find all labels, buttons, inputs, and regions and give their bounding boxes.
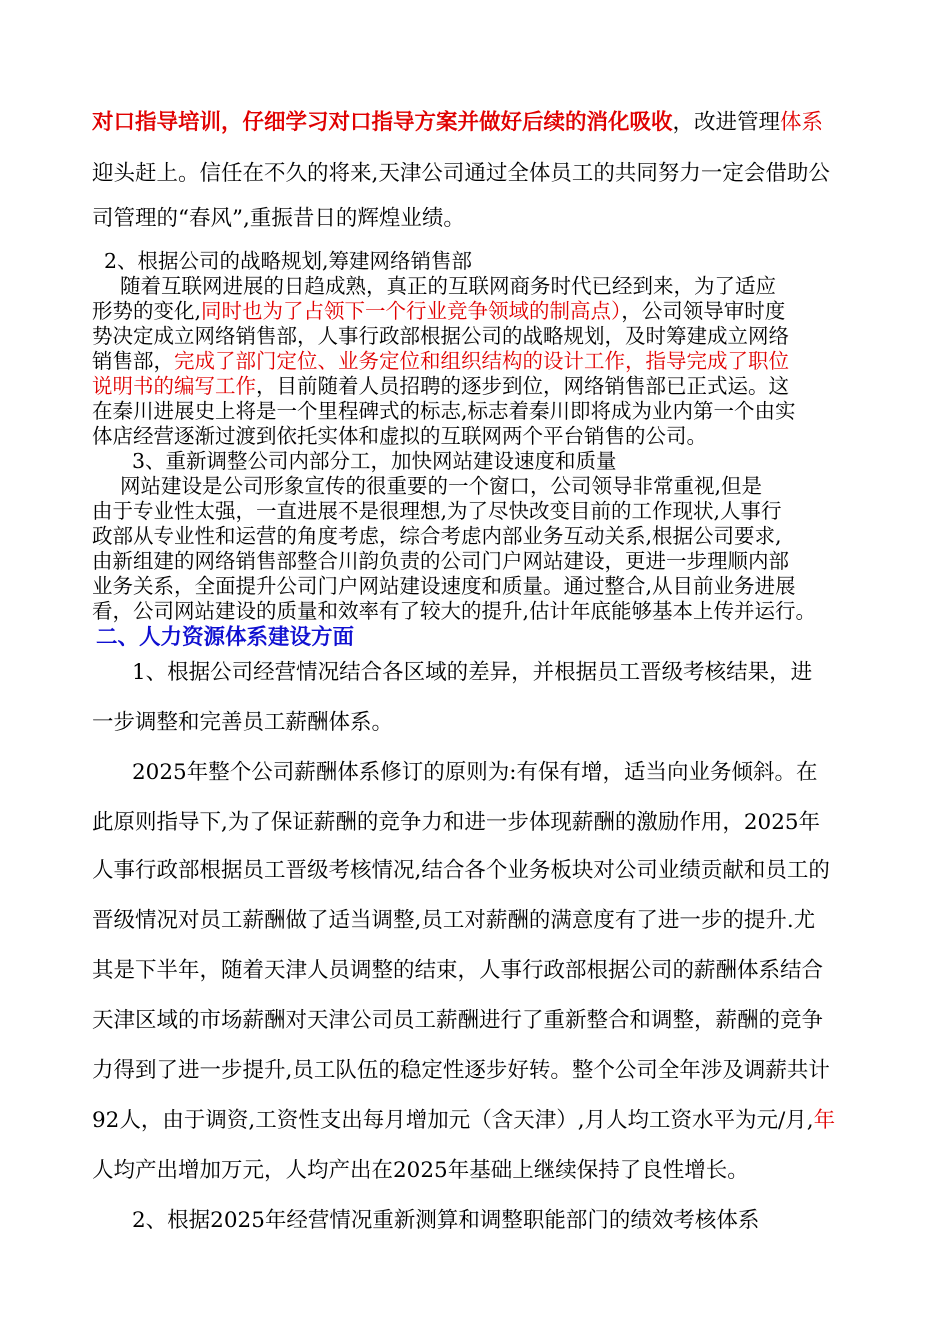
para-line-8 — [92, 1108, 858, 1134]
s3-line-5: 业务关系，全面提升公司门户网站建设速度和质量。通过整合,从目前业务进展 — [92, 574, 796, 598]
s3-line-6: 看，公司网站建设的质量和效率有了较大的提升,估计年底能够基本上传并运行。 — [92, 599, 817, 623]
s2-line-4 — [92, 349, 858, 374]
body-text: 形势的变化, — [92, 299, 202, 323]
para-line-4: 晋级情况对员工薪酬做了适当调整,员工对薪酬的满意度有了进一步的提升.尤 — [92, 908, 816, 933]
para-line-6: 天津区域的市场薪酬对天津公司员工薪酬进行了重新整合和调整，薪酬的竞争 — [92, 1008, 824, 1033]
item2-line: 2、根据2025年经营情况重新测算和调整职能部门的绩效考核体系 — [132, 1208, 760, 1233]
highlight-text: 对口指导培训，仔细学习对口指导方案并做好后续的消化吸收 — [92, 110, 673, 135]
highlight-text: 完成了部门定位、业务定位和组织结构的设计工作，指导完成了职位 — [174, 349, 789, 373]
p1-line-1 — [92, 110, 858, 136]
body-text: 销售部， — [92, 349, 174, 373]
s2-line-1: 随着互联网进展的日趋成熟，真正的互联网商务时代已经到来，为了适应 — [120, 274, 776, 298]
p1-line-3: 司管理的“春风”,重振昔日的辉煌业绩。 — [92, 206, 465, 231]
para-line-7: 力得到了进一步提升,员工队伍的稳定性逐步好转。整个公司全年涉及调薪共计 — [92, 1058, 830, 1083]
s3-line-4: 由新组建的网络销售部整合川韵负责的公司门户网站建设，更进一步理顺内部 — [92, 549, 789, 573]
para-line-1: 2025年整个公司薪酬体系修订的原则为:有保有增，适当向业务倾斜。在 — [132, 760, 818, 785]
s3-line-2: 由于专业性太强，一直进展不是很理想,为了尽快改变目前的工作现状,人事行 — [92, 499, 782, 523]
s3-line-3: 政部从专业性和运营的角度考虑，综合考虑内部业务互动关系,根据公司要求, — [92, 524, 782, 548]
highlight-text: 同时也为了占领下一个行业竞争领域的制高点） — [201, 299, 622, 323]
para-line-9: 人均产出增加万元，人均产出在2025年基础上继续保持了良性增长。 — [92, 1158, 749, 1183]
body-text: 92人，由于调资,工资性支出每月增加元（含天津）,月人均工资水平为元/月, — [92, 1108, 814, 1133]
s2-line-3: 势决定成立网络销售部，人事行政部根据公司的战略规划，及时筹建成立网络 — [92, 324, 789, 348]
s2-line-2 — [92, 299, 858, 324]
s2-heading: 2、根据公司的战略规划,筹建网络销售部 — [104, 249, 473, 273]
para-line-2: 此原则指导下,为了保证薪酬的竞争力和进一步体现薪酬的激励作用，2025年 — [92, 810, 821, 835]
highlight-text: 体系 — [780, 110, 824, 135]
item1-line-1: 1、根据公司经营情况结合各区域的差异，并根据员工晋级考核结果，进 — [132, 660, 813, 685]
item1-line-2: 一步调整和完善员工薪酬体系。 — [92, 710, 394, 735]
body-text: ，公司领导审时度 — [621, 299, 786, 323]
s2-line-7: 体店经营逐渐过渡到依托实体和虚拟的互联网两个平台销售的公司。 — [92, 424, 707, 448]
section-title: 二、人力资源体系建设方面 — [96, 625, 355, 650]
para-line-3: 人事行政部根据员工晋级考核情况,结合各个业务板块对公司业绩贡献和员工的 — [92, 858, 830, 883]
body-text: ，目前随着人员招聘的逐步到位，网络销售部已正式运。这 — [256, 374, 789, 398]
p1-line-2: 迎头赶上。信任在不久的将来,天津公司通过全体员工的共同努力一定会借助公 — [92, 161, 830, 186]
highlight-text: 年 — [813, 1108, 836, 1133]
s2-line-6: 在秦川进展史上将是一个里程碑式的标志,标志着秦川即将成为业内第一个由实 — [92, 399, 796, 423]
para-line-5: 其是下半年，随着天津人员调整的结束，人事行政部根据公司的薪酬体系结合 — [92, 958, 824, 983]
s2-line-5 — [92, 374, 858, 399]
body-text: ，改进管理 — [672, 110, 781, 135]
highlight-text: 说明书的编写工作 — [92, 374, 256, 398]
s3-heading: 3、重新调整公司内部分工，加快网站建设速度和质量 — [132, 449, 617, 473]
s3-line-1: 网站建设是公司形象宣传的很重要的一个窗口，公司领导非常重视,但是 — [120, 474, 763, 498]
